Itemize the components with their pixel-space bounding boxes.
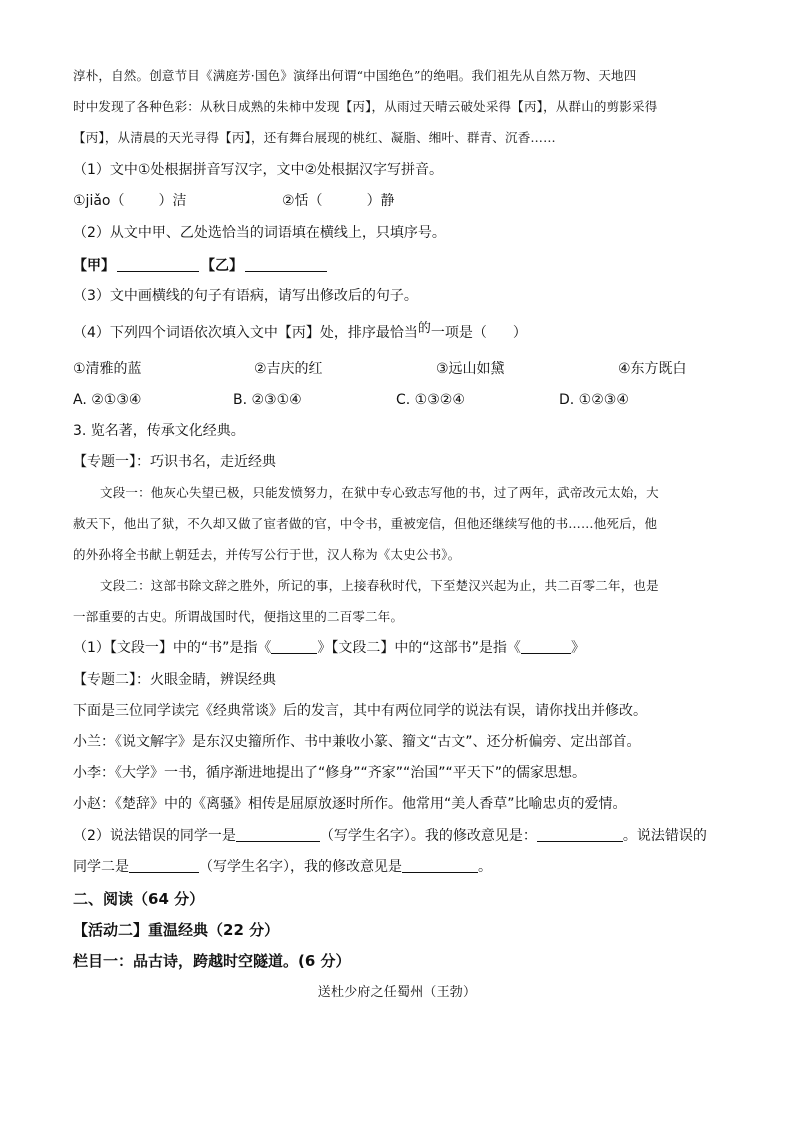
intro-line-1: 淳朴，自然。创意节目《满庭芳·国色》演绎出何谓“中国绝色”的绝唱。我们祖先从自然万物、天地四	[73, 68, 637, 83]
q2-yi-blank[interactable]	[245, 257, 327, 272]
q4-choice-d[interactable]: D. ①②③④	[559, 392, 629, 408]
s3-q1-blank-2[interactable]	[521, 639, 571, 654]
q2-jia-label: 【甲】	[73, 258, 115, 274]
q2-title: （2）从文中甲、乙处选恰当的词语填在横线上，只填序号。	[73, 225, 446, 241]
s3-p1-line-3: 的外孙将全书献上朝廷去，并传写公行于世，汉人称为《太史公书》。	[73, 547, 461, 562]
student-xiaoli: 小李：《大学》一书，循序渐进地提出了“修身”“齐家”“治国”“平天下”的儒家思想。	[73, 765, 587, 781]
q4-title-c: ）	[512, 325, 527, 341]
s3-q2-part-f: 。	[478, 859, 492, 875]
s3-intro: 下面是三位同学读完《经典常谈》后的发言，其中有两位同学的说法有误，请你找出并修改。	[73, 703, 647, 719]
s3-p2-line-1: 文段二：这部书除文辞之胜外，所记的事，上接春秋时代，下至楚汉兴起为止，共二百零二年，也是	[100, 578, 659, 593]
s3-topic-2: 【专题二】：火眼金睛，辨误经典	[73, 672, 276, 688]
q1-answers	[73, 191, 186, 211]
s3-q1-part-b: 》【文段二】中的“这部书”是指《	[317, 640, 521, 656]
q4-word-1: ①清雅的蓝	[73, 361, 142, 377]
q1-a-suffix: ）洁	[158, 193, 187, 209]
s3-p1-line-2: 赦天下，他出了狱，不久却又做了宦者做的官，中令书，重被宠信，但他还继续写他的书……他死后，他	[73, 516, 658, 531]
s3-q2-part-d: 同学二是	[73, 859, 129, 875]
s3-q2-part-e: （写学生名字），我的修改意见是	[199, 859, 402, 875]
s3-q2-blank-fix-2[interactable]	[402, 858, 478, 873]
poem-title: 送杜少府之任蜀州（王勃）	[317, 985, 477, 1000]
q4-title-de: 的	[417, 321, 431, 336]
intro-line-2: 时中发现了各种色彩：从秋日成熟的朱柿中发现【丙】，从雨过天晴云破处采得【丙】，从群山的剪影采得	[73, 99, 658, 114]
q2-yi-label: 【乙】	[201, 258, 243, 274]
q4-title-b: 一项是（	[430, 325, 487, 341]
s3-q2-line-2	[73, 857, 492, 877]
s3-q1-blank-1[interactable]	[271, 639, 317, 654]
q2-jia-blank[interactable]	[117, 257, 199, 272]
s3-q2-blank-name-2[interactable]	[129, 858, 199, 873]
part2-title: 二、阅读（64 分）	[73, 890, 205, 908]
q1-b-prefix: ②恬（	[282, 193, 323, 209]
s3-q1-part-a: （1）【文段一】中的“书”是指《	[73, 640, 272, 656]
s3-q1	[73, 638, 585, 658]
q4-word-2: ②吉庆的红	[254, 361, 323, 377]
q1-title: （1）文中①处根据拼音写汉字，文中②处根据汉字写拼音。	[73, 162, 444, 178]
s3-q2-line-1	[73, 826, 707, 846]
q4-choice-b[interactable]: B. ②③①④	[233, 392, 302, 408]
q4-title-a: （4）下列四个词语依次填入文中【丙】处，排序最恰当	[73, 325, 418, 341]
q4-title	[73, 323, 527, 344]
q4-choice-c[interactable]: C. ①③②④	[396, 392, 465, 408]
q1-b-suffix: ）静	[366, 193, 395, 209]
part2-activity: 【活动二】重温经典（22 分）	[73, 921, 280, 939]
part2-column: 栏目一：品古诗，跨越时空隧道。(6 分）	[73, 952, 351, 970]
s3-p2-line-2: 一部重要的古史。所谓战国时代，便指这里的二百零二年。	[73, 609, 404, 624]
intro-line-3: 【丙】，从清晨的天光寻得【丙】，还有舞台展现的桃红、凝脂、缃叶、群青、沉香……	[73, 130, 556, 145]
s3-p1-line-1: 文段一：他灰心失望已极，只能发愤努力，在狱中专心致志写他的书，过了两年，武帝改元太始，大	[100, 485, 659, 500]
student-xiaozhao: 小赵：《楚辞》中的《离骚》相传是屈原放逐时所作。他常用“美人香草”比喻忠贞的爱情。	[73, 796, 627, 812]
student-xiaolan: 小兰：《说文解字》是东汉史籀所作、书中兼收小篆、籀文“古文”、还分析偏旁、定出部首。	[73, 734, 641, 750]
s3-q2-blank-name-1[interactable]	[236, 827, 320, 842]
q3-title: （3）文中画横线的句子有语病，请写出修改后的句子。	[73, 288, 418, 304]
s3-q2-part-a: （2）说法错误的同学一是	[73, 828, 236, 844]
q2-answers	[73, 256, 327, 276]
s3-q2-part-b: （写学生名字）。我的修改意见是：	[319, 828, 537, 844]
s3-topic-1: 【专题一】：巧识书名，走近经典	[73, 454, 276, 470]
q4-choice-a[interactable]: A. ②①③④	[73, 392, 142, 408]
s3-q2-part-c: 。说法错误的	[622, 828, 707, 844]
s3-title: 3. 览名著，传承文化经典。	[73, 423, 245, 439]
q1-a-prefix: ①jiǎo（	[73, 193, 125, 209]
q4-word-3: ③远山如黛	[436, 361, 505, 377]
q1-b	[282, 191, 395, 211]
s3-q1-part-c: 》	[570, 640, 585, 656]
s3-q2-blank-fix-1[interactable]	[537, 827, 623, 842]
q4-word-4: ④东方既白	[618, 361, 687, 377]
